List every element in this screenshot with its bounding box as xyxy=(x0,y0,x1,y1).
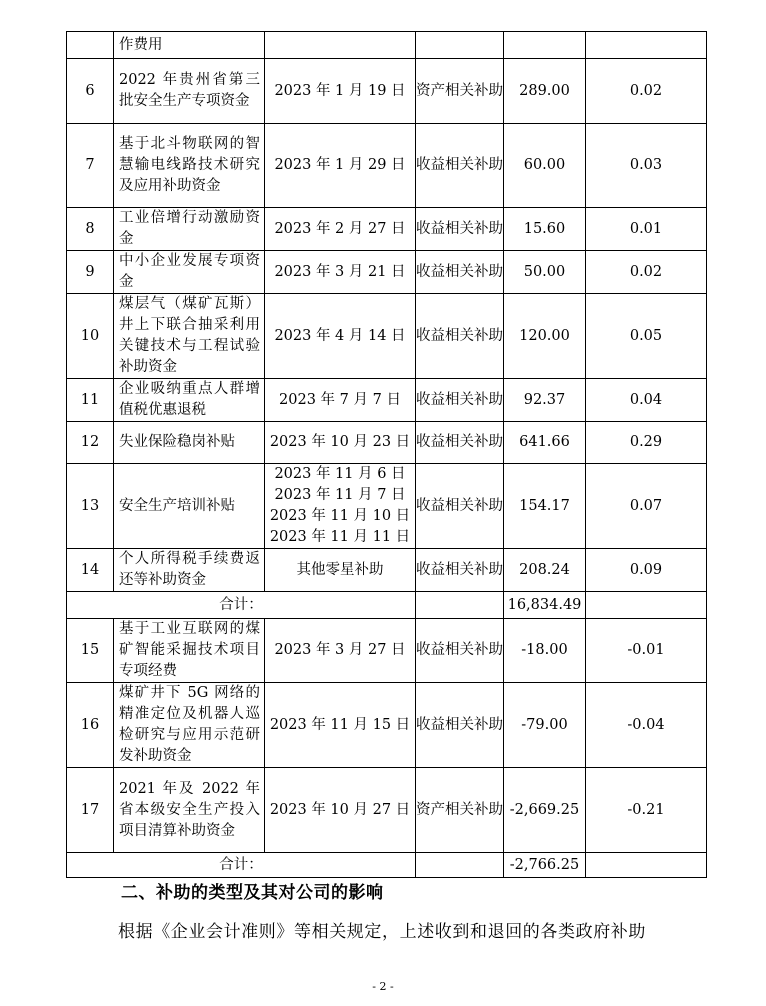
subtotal-amount: -2,766.25 xyxy=(504,853,586,878)
profit-ratio: 0.05 xyxy=(586,294,707,379)
profit-ratio: 0.04 xyxy=(586,379,707,422)
grant-date: 2023 年 1 月 19 日 xyxy=(265,59,416,124)
subsidy-table xyxy=(66,31,707,878)
grant-date: 2023 年 4 月 14 日 xyxy=(265,294,416,379)
row-number: 12 xyxy=(67,422,114,464)
subsidy-type: 资产相关补助 xyxy=(416,768,504,853)
table-row xyxy=(67,59,707,124)
grant-date: 其他零星补助 xyxy=(265,549,416,592)
body-paragraph: 根据《企业会计准则》等相关规定，上述收到和退回的各类政府补助 xyxy=(118,922,646,942)
subsidy-item: 煤矿井下 5G 网络的精准定位及机器人巡检研究与应用示范研发补助资金 xyxy=(114,683,265,768)
subsidy-item: 2022 年贵州省第三批安全生产专项资金 xyxy=(114,59,265,124)
subsidy-item: 2021 年及 2022 年省本级安全生产投入项目清算补助资金 xyxy=(114,768,265,853)
subsidy-amount: 15.60 xyxy=(504,208,586,251)
profit-ratio: 0.01 xyxy=(586,208,707,251)
subsidy-type: 收益相关补助 xyxy=(416,379,504,422)
subsidy-item: 工业倍增行动激励资金 xyxy=(114,208,265,251)
table-row xyxy=(67,549,707,592)
grant-date: 2023 年 11 月 6 日 xyxy=(274,466,406,482)
row-number xyxy=(67,32,114,59)
grant-date: 2023 年 10 月 23 日 xyxy=(265,422,416,464)
grant-date: 2023 年 2 月 27 日 xyxy=(265,208,416,251)
subsidy-item: 个人所得税手续费返还等补助资金 xyxy=(114,549,265,592)
subsidy-type: 收益相关补助 xyxy=(416,619,504,683)
subsidy-amount: -18.00 xyxy=(504,619,586,683)
grant-date: 2023 年 11 月 11 日 xyxy=(269,529,411,545)
grant-date: 2023 年 7 月 7 日 xyxy=(265,379,416,422)
subsidy-type: 收益相关补助 xyxy=(416,422,504,464)
subsidy-item: 安全生产培训补贴 xyxy=(114,464,265,549)
subtotal-label: 合计： xyxy=(67,592,416,619)
profit-ratio: 0.02 xyxy=(586,59,707,124)
table-row xyxy=(67,464,707,549)
subsidy-type: 收益相关补助 xyxy=(416,251,504,294)
subsidy-type: 收益相关补助 xyxy=(416,294,504,379)
grant-date: 2023 年 11 月 15 日 xyxy=(265,683,416,768)
grant-date: 2023 年 3 月 27 日 xyxy=(265,619,416,683)
row-number: 8 xyxy=(67,208,114,251)
row-number: 6 xyxy=(67,59,114,124)
subsidy-type: 资产相关补助 xyxy=(416,59,504,124)
subtotal-amount: 16,834.49 xyxy=(504,592,586,619)
row-number: 9 xyxy=(67,251,114,294)
grant-dates xyxy=(265,464,416,549)
row-number: 7 xyxy=(67,124,114,208)
table-row xyxy=(67,208,707,251)
subsidy-amount: -79.00 xyxy=(504,683,586,768)
subsidy-type: 收益相关补助 xyxy=(416,208,504,251)
subsidy-amount: 92.37 xyxy=(504,379,586,422)
grant-date: 2023 年 10 月 27 日 xyxy=(265,768,416,853)
subtotal-label: 合计： xyxy=(67,853,416,878)
subsidy-amount: -2,669.25 xyxy=(504,768,586,853)
profit-ratio: -0.01 xyxy=(586,619,707,683)
subsidy-type: 收益相关补助 xyxy=(416,124,504,208)
subsidy-amount: 50.00 xyxy=(504,251,586,294)
page-number: - 2 - xyxy=(372,980,394,993)
profit-ratio: 0.02 xyxy=(586,251,707,294)
subsidy-amount: 208.24 xyxy=(504,549,586,592)
profit-ratio: -0.04 xyxy=(586,683,707,768)
section-heading: 二、补助的类型及其对公司的影响 xyxy=(121,883,384,903)
profit-ratio: 0.07 xyxy=(586,464,707,549)
profit-ratio: 0.03 xyxy=(586,124,707,208)
row-number: 15 xyxy=(67,619,114,683)
table-row xyxy=(67,619,707,683)
subsidy-item: 基于工业互联网的煤矿智能采掘技术项目专项经费 xyxy=(114,619,265,683)
grant-date: 2023 年 11 月 7 日 xyxy=(274,487,406,503)
subsidy-amount: 289.00 xyxy=(504,59,586,124)
profit-ratio: -0.21 xyxy=(586,768,707,853)
subtotal-row xyxy=(67,853,707,878)
subsidy-type: 收益相关补助 xyxy=(416,549,504,592)
table-row xyxy=(67,124,707,208)
row-number: 16 xyxy=(67,683,114,768)
subsidy-item: 作费用 xyxy=(114,32,265,59)
subsidy-type: 收益相关补助 xyxy=(416,464,504,549)
subtotal-row xyxy=(67,592,707,619)
grant-date: 2023 年 11 月 10 日 xyxy=(269,508,411,524)
row-number: 13 xyxy=(67,464,114,549)
row-number: 11 xyxy=(67,379,114,422)
table-row xyxy=(67,251,707,294)
subsidy-amount: 641.66 xyxy=(504,422,586,464)
row-number: 14 xyxy=(67,549,114,592)
grant-date: 2023 年 1 月 29 日 xyxy=(265,124,416,208)
table-row xyxy=(67,32,707,59)
table-row xyxy=(67,422,707,464)
subsidy-item: 企业吸纳重点人群增值税优惠退税 xyxy=(114,379,265,422)
profit-ratio: 0.29 xyxy=(586,422,707,464)
subsidy-amount: 154.17 xyxy=(504,464,586,549)
profit-ratio xyxy=(586,32,707,59)
row-number: 17 xyxy=(67,768,114,853)
subsidy-amount xyxy=(504,32,586,59)
subsidy-item: 基于北斗物联网的智慧输电线路技术研究及应用补助资金 xyxy=(114,124,265,208)
table-row xyxy=(67,768,707,853)
profit-ratio: 0.09 xyxy=(586,549,707,592)
table-row xyxy=(67,294,707,379)
grant-date xyxy=(265,32,416,59)
grant-date: 2023 年 3 月 21 日 xyxy=(265,251,416,294)
subsidy-item: 失业保险稳岗补贴 xyxy=(114,422,265,464)
table-row xyxy=(67,683,707,768)
table-row xyxy=(67,379,707,422)
subsidy-item: 煤层气（煤矿瓦斯）井上下联合抽采利用关键技术与工程试验补助资金 xyxy=(114,294,265,379)
subsidy-type xyxy=(416,32,504,59)
row-number: 10 xyxy=(67,294,114,379)
subsidy-type: 收益相关补助 xyxy=(416,683,504,768)
subsidy-amount: 120.00 xyxy=(504,294,586,379)
subsidy-item: 中小企业发展专项资金 xyxy=(114,251,265,294)
subsidy-amount: 60.00 xyxy=(504,124,586,208)
